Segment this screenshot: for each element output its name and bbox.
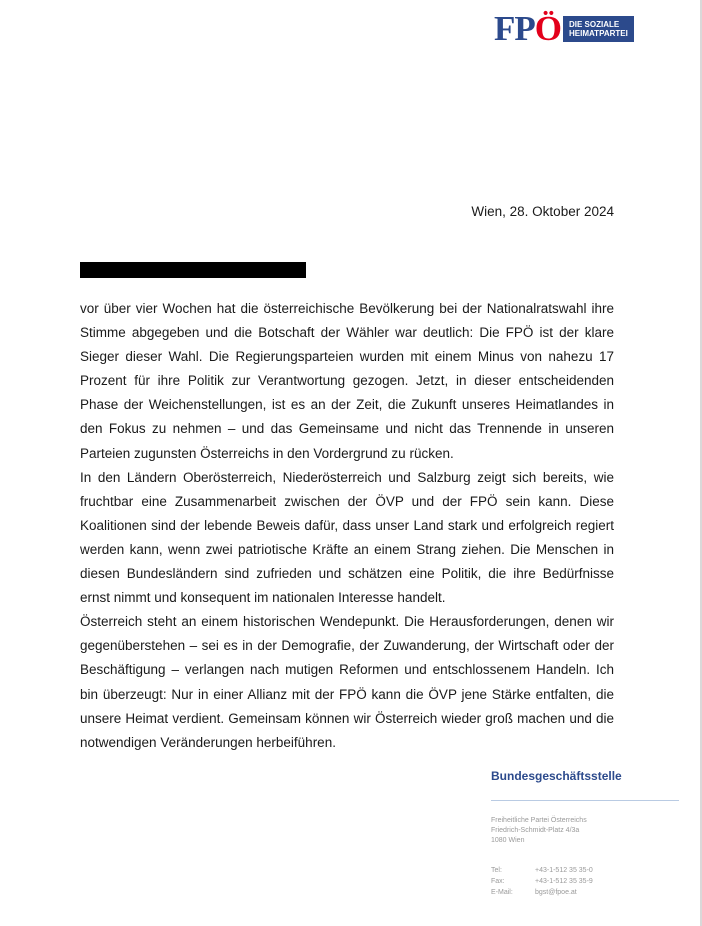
sender-office: Bundesgeschäftsstelle (491, 769, 622, 783)
letter-body (80, 297, 614, 755)
address-line-2: Friedrich-Schmidt-Platz 4/3a (491, 827, 580, 834)
contact-value: bgst@fpoe.at (535, 889, 577, 896)
paragraph-3: Österreich steht an einem historischen Wendepunkt. Die Herausforderungen, denen wir gegenüberstehen – sei es in der Demografie, der Zuwanderung, der Wirtschaft oder der Beschäftigung – verlangen nach mutigen Reformen und entschlossenem Handeln. Ich bin überzeugt: Nur in einer Allianz mit der FPÖ kann die ÖVP jene Stärke entfalten, die unsere Heimat verdient. Gemeinsam können wir Österreich wieder groß machen und die notwendigen Veränderungen herbeiführen. (80, 614, 614, 750)
address-line-3: 1080 Wien (491, 837, 525, 844)
fpoe-logo (494, 9, 634, 48)
sender-contacts (491, 865, 593, 898)
logo-letters-fp: FP (494, 9, 535, 48)
contact-row-email (491, 887, 593, 898)
contact-value: +43-1-512 35 35-9 (535, 878, 593, 885)
contact-row-phone (491, 865, 593, 876)
logo-tagline-line-1: DIE SOZIALE (569, 20, 620, 29)
sender-address (491, 816, 587, 846)
letter-date: Wien, 28. Oktober 2024 (471, 204, 614, 219)
sender-divider (491, 800, 679, 801)
logo-tagline (563, 16, 634, 42)
redacted-salutation (80, 262, 306, 278)
contact-label: E-Mail: (491, 889, 513, 896)
contact-label: Fax: (491, 878, 505, 885)
logo-tagline-line-2: HEIMATPARTEI (569, 29, 628, 38)
contact-label: Tel: (491, 867, 502, 874)
contact-value: +43-1-512 35 35-0 (535, 867, 593, 874)
logo-letters (494, 9, 561, 48)
paragraph-2: In den Ländern Oberösterreich, Niederösterreich und Salzburg zeigt sich bereits, wie fruchtbar eine Zusammenarbeit zwischen der ÖVP und der FPÖ sein kann. Diese Koalitionen sind der lebende Beweis dafür, dass unser Land stark und erfolgreich regiert werden kann, wenn zwei patriotische Kräfte an einem Strang ziehen. Die Menschen in diesen Bundesländern sind zufrieden und schätzen eine Politik, die ihre Bedürfnisse ernst nimmt und konsequent im nationalen Interesse handelt. (80, 469, 614, 606)
paragraph-1: vor über vier Wochen hat die österreichische Bevölkerung bei der Nationalratswahl ihre Stimme abgegeben und die Botschaft der Wähler war deutlich: Die FPÖ ist der klare Sieger dieser Wahl. Die Regierungsparteien wurden mit einem Minus von nahezu 17 Prozent für ihre Politik zur Verantwortung gezogen. Jetzt, in dieser entscheidenden Phase der Weichenstellungen, ist es an der Zeit, die Zukunft unseres Heimatlandes in den Fokus zu nehmen – und das Gemeinsame und nicht das Trennende in unseren Parteien zugunsten Österreichs in den Vordergrund zu rücken. (80, 301, 614, 461)
contact-row-fax (491, 876, 593, 887)
logo-letter-o: Ö (534, 9, 561, 48)
address-line-1: Freiheitliche Partei Österreichs (491, 817, 587, 824)
